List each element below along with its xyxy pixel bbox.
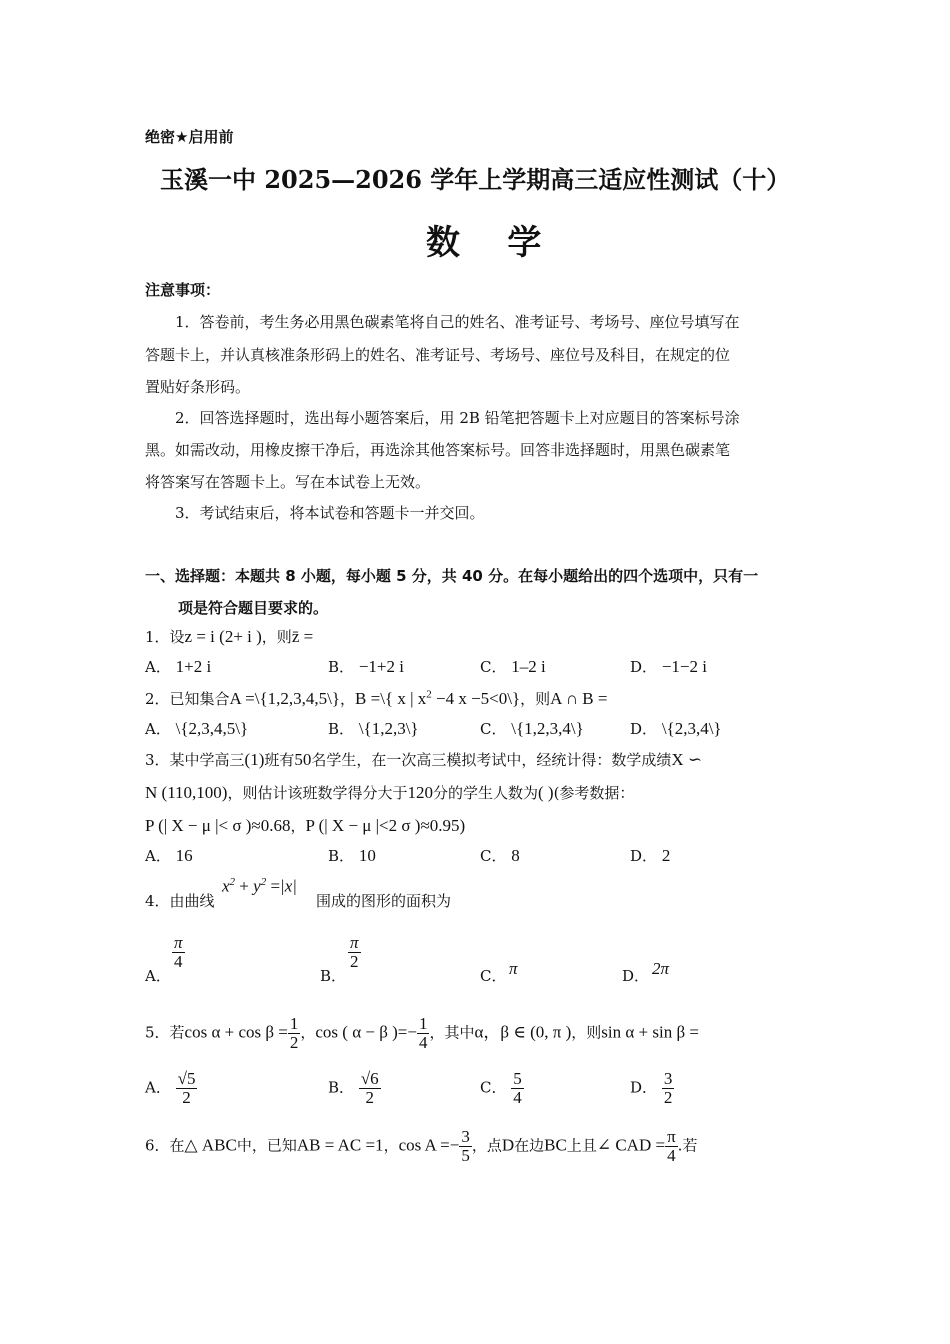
- question-6: 6．在△ ABC中，已知AB = AC =1，cos A =− $\frac{3}{5}$ ，点D在边BC上且∠ CAD = $\frac{\pi}{4}$ .若: [145, 1127, 698, 1165]
- question-3-line-2: N (110,100)，则估计该班数学得分大于120分的学生人数为( )(参考数据：: [145, 783, 635, 802]
- q2-option-b: B． \{1,2,3\}: [328, 719, 419, 738]
- q2-option-d: D． \{2,3,4\}: [630, 719, 722, 738]
- section-1-heading-line-2: 项是符合题目要求的。: [178, 599, 329, 617]
- q5-option-b: B． $\frac{√6}{2}$: [328, 1069, 379, 1107]
- q6-fraction-2: $\frac{\pi}{4}$: [667, 1127, 676, 1165]
- q4-option-b-label: B．: [320, 967, 347, 985]
- q4-option-c-label: C．: [480, 967, 507, 985]
- note-1-line-2: 答题卡上，并认真核准条形码上的姓名、准考证号、考场号、座位号及科目，在规定的位: [145, 346, 731, 364]
- question-4-prefix: 4．由曲线: [145, 892, 215, 910]
- q4-option-c-value: π: [509, 959, 518, 978]
- q4-option-a-fraction: $\frac{\pi}{4}$: [174, 933, 183, 971]
- question-4-suffix: 围成的图形的面积为: [316, 892, 452, 910]
- question-4-curve: $x^2 + y^2 =|x|$: [222, 876, 297, 896]
- question-1: 1．设z = i (2+ i )，则z̄ =: [145, 627, 314, 646]
- q5-fraction-1: $\frac{1}{2}$: [289, 1014, 299, 1052]
- q4-option-d-value: 2π: [652, 959, 670, 978]
- q2-option-c: C． \{1,2,3,4\}: [480, 719, 584, 738]
- q3-option-a: A． 16: [145, 846, 193, 865]
- note-2-line-1: 2．回答选择题时，选出每小题答案后，用 2B 铅笔把答题卡上对应题目的答案标号涂: [175, 409, 740, 427]
- section-1-heading-line-1: 一、选择题：本题共 8 小题，每小题 5 分，共 40 分。在每小题给出的四个选项中，只有一: [145, 567, 759, 585]
- q1-option-d: D． −1−2 i: [630, 657, 707, 676]
- q2-option-a: A． \{2,3,4,5\}: [145, 719, 249, 738]
- subject-title: 数 学: [426, 223, 542, 263]
- q1-option-c: C． 1–2 i: [480, 657, 546, 676]
- question-2: 2．已知集合A =\{1,2,3,4,5\}，B =\{ x | $x^2 -4$ x −5<0\}，则A ∩ B =: [145, 688, 608, 708]
- exam-title: 玉溪一中 2025—2026 学年上学期高三适应性测试（十）: [160, 165, 791, 194]
- question-3-line-1: 3．某中学高三(1)班有50名学生，在一次高三模拟考试中，经统计得：数学成绩X ∽: [145, 750, 703, 769]
- q5-option-d: D． $\frac{3}{2}$: [630, 1069, 673, 1107]
- q4-option-b-fraction: $\frac{\pi}{2}$: [350, 933, 359, 971]
- q5-fraction-2: $\frac{1}{4}$: [418, 1014, 428, 1052]
- q6-fraction-1: $\frac{3}{5}$: [461, 1127, 470, 1165]
- q5-option-c: C． $\frac{5}{4}$: [480, 1069, 522, 1107]
- q3-option-b: B． 10: [328, 846, 376, 865]
- q1-option-b: B． −1+2 i: [328, 657, 404, 676]
- q3-option-d: D． 2: [630, 846, 671, 865]
- q5-option-a: A． $\frac{√5}{2}$: [145, 1069, 196, 1107]
- question-3-line-3: P (| X − μ |< σ )≈0.68，P (| X − μ |<2 σ )≈0.95): [145, 816, 466, 835]
- note-1-line-1: 1．答卷前，考生务必用黑色碳素笔将自己的姓名、准考证号、考场号、座位号填写在: [175, 313, 740, 331]
- note-3: 3．考试结束后，将本试卷和答题卡一并交回。: [175, 504, 485, 522]
- q3-option-c: C． 8: [480, 846, 520, 865]
- q1-option-a: A． 1+2 i: [145, 657, 212, 676]
- note-1-line-3: 置贴好条形码。: [145, 378, 251, 396]
- question-5: 5．若cos α + cos β = $\frac{1}{2}$ ，cos ( α − β )=− $\frac{1}{4}$ ，其中α，β ∈ (0, π )，则sin α + sin β =: [145, 1014, 699, 1052]
- secret-mark: 绝密★启用前: [145, 128, 234, 146]
- note-2-line-3: 将答案写在答题卡上。写在本试卷上无效。: [145, 473, 431, 491]
- note-2-line-2: 黑。如需改动，用橡皮擦干净后，再选涂其他答案标号。回答非选择题时，用黑色碳素笔: [145, 441, 731, 459]
- q4-option-d-label: D．: [622, 967, 650, 985]
- notes-heading: 注意事项：: [145, 281, 221, 299]
- q4-option-a-label: A．: [145, 967, 171, 985]
